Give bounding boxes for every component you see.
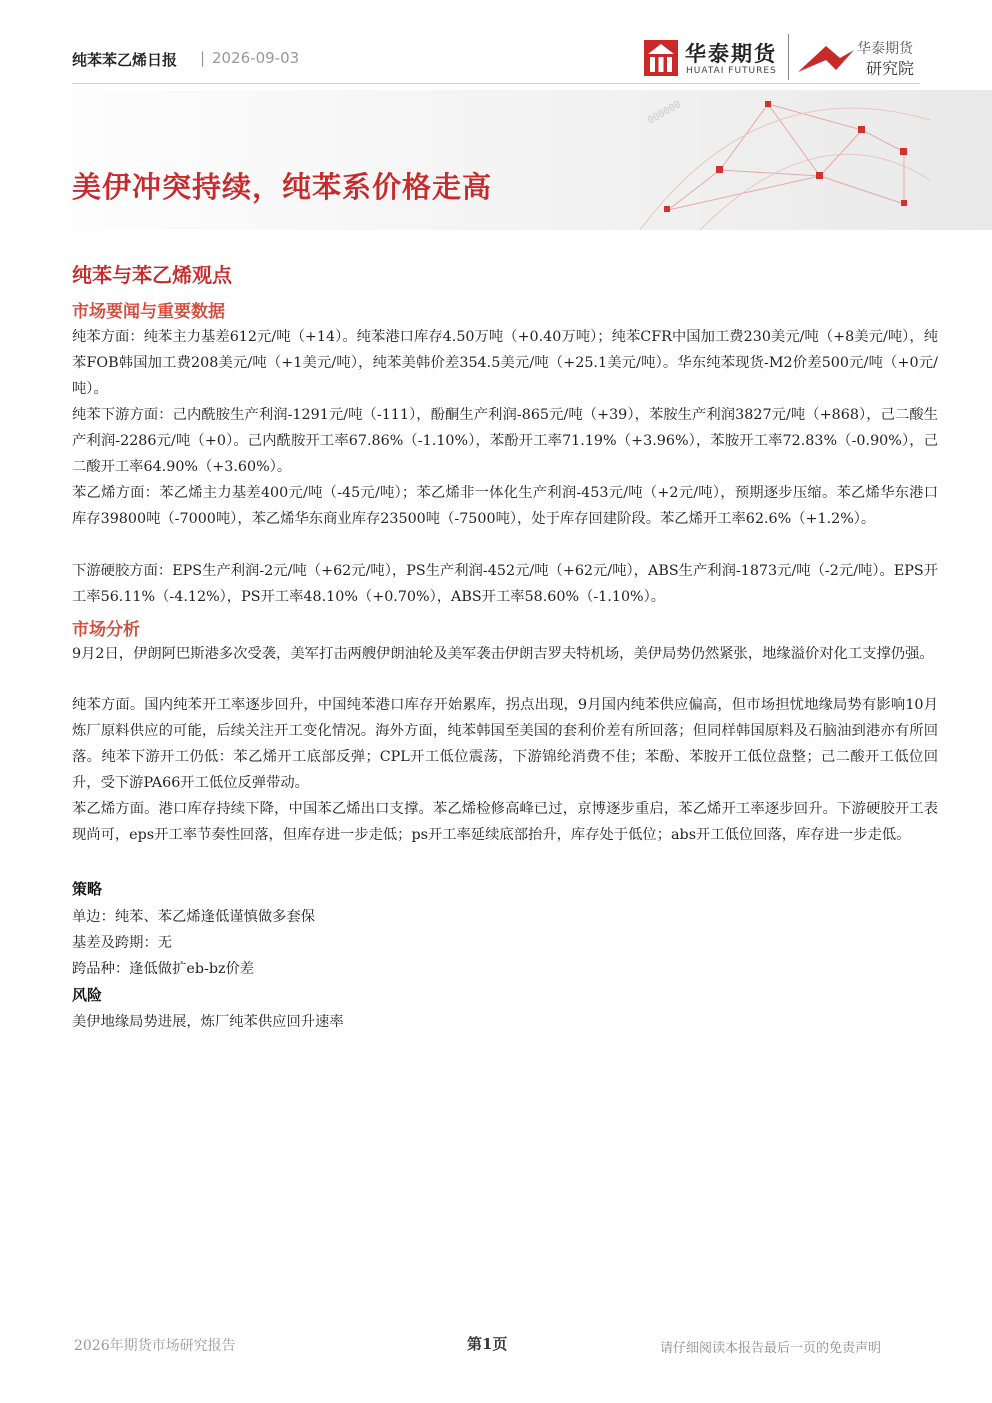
doc-date: 2026-09-03 (212, 49, 300, 67)
strategy-line: 单边：纯苯、苯乙烯逢低谨慎做多套保 (72, 909, 316, 925)
risk-title: 风险 (72, 986, 103, 1004)
report-title: 美伊冲突持续，纯苯系价格走高 (72, 170, 493, 204)
logo-text-cn: 华泰期货 (685, 42, 777, 66)
news-paragraph-styrene: 苯乙烯方面：苯乙烯主力基差400元/吨（-45元/吨）；苯乙烯非一体化生产利润-453元/吨（+2元/吨），预期逐步压缩。苯乙烯华东港口库存39800吨（-7000吨），苯乙烯华东商业库存23500吨（-7500吨），处于库存回建阶段。苯乙烯开工率62.6%（+1.2%）。 (72, 485, 938, 527)
footer-disclaimer-note: 请仔细阅读本报告最后一页的免责声明 (660, 1341, 882, 1356)
analysis-paragraph-styrene: 苯乙烯方面。港口库存持续下降，中国苯乙烯出口支撑。苯乙烯检修高峰已过，京博逐步重启，苯乙烯开工率逐步回升。下游硬胶开工表现尚可，eps开工率节奏性回落，但库存进一步走低；ps开工率延续底部抬升，库存处于低位；abs开工低位回落，库存进一步走低。 (72, 801, 938, 843)
strategy-title: 策略 (72, 880, 103, 898)
strategy-line: 基差及跨期：无 (72, 935, 173, 951)
section-title: 纯苯与苯乙烯观点 (72, 263, 232, 287)
logo-divider (788, 34, 789, 80)
banner-watermark: 000000 (646, 99, 683, 127)
institute-logo-icon (796, 40, 856, 76)
news-paragraph-downstream: 纯苯下游方面：己内酰胺生产利润-1291元/吨（-111），酚酮生产利润-865元/吨（+39），苯胺生产利润3827元/吨（+868），己二酸生产利润-2286元/吨（+0）。己内酰胺开工率67.86%（-1.10%），苯酚开工率71.19%（+3.96%），苯胺开工率72.83%（-0.90%），己二酸开工率64.90%（+3.60%）。 (72, 407, 938, 475)
news-paragraph-hard-plastics: 下游硬胶方面：EPS生产利润-2元/吨（+62元/吨），PS生产利润-452元/吨（+62元/吨），ABS生产利润-1873元/吨（-2元/吨）。EPS开工率56.11%（-4.12%），PS开工率48.10%（+0.70%），ABS开工率58.60%（-1.10%）。 (72, 563, 938, 605)
market-news-title: 市场要闻与重要数据 (72, 302, 225, 322)
title-banner (0, 90, 992, 230)
header-divider (72, 83, 920, 84)
page-header (72, 44, 922, 84)
institute-name: 华泰期货 (857, 41, 913, 57)
strategy-line: 跨品种：逢低做扩eb-bz价差 (72, 961, 255, 977)
logo-text-en: HUATAI FUTURES (686, 66, 777, 76)
institute-label: 研究院 (866, 59, 915, 78)
analysis-paragraph-geopolitics: 9月2日，伊朗阿巴斯港多次受袭，美军打击两艘伊朗油轮及美军袭击伊朗吉罗夫特机场，美伊局势仍然紧张，地缘溢价对化工支撑仍强。 (72, 646, 934, 662)
market-analysis-title: 市场分析 (72, 620, 140, 640)
analysis-paragraph-benzene: 纯苯方面。国内纯苯开工率逐步回升，中国纯苯港口库存开始累库，拐点出现，9月国内纯苯供应偏高，但市场担忧地缘局势有影响10月炼厂原料供应的可能，后续关注开工变化情况。海外方面，纯苯韩国至美国的套利价差有所回落；但同样韩国原料及石脑油到港亦有所回落。纯苯下游开工仍低：苯乙烯开工底部反弹；CPL开工低位震荡，下游锦纶消费不佳；苯酚、苯胺开工低位盘整；己二酸开工低位回升，受下游PA66开工低位反弹带动。 (72, 697, 938, 791)
huatai-logo-icon (644, 40, 678, 76)
doc-title: 纯苯苯乙烯日报 (72, 51, 178, 69)
risk-text: 美伊地缘局势进展，炼厂纯苯供应回升速率 (72, 1014, 344, 1030)
footer-report-name: 2026年期货市场研究报告 (74, 1338, 236, 1354)
page-number: 第1页 (467, 1335, 508, 1353)
header-separator: | (200, 49, 206, 67)
news-paragraph-benzene: 纯苯方面：纯苯主力基差612元/吨（+14）。纯苯港口库存4.50万吨（+0.40万吨）；纯苯CFR中国加工费230美元/吨（+8美元/吨），纯苯FOB韩国加工费208美元/吨（+1美元/吨），纯苯美韩价差354.5美元/吨（+25.1美元/吨）。华东纯苯现货-M2价差500元/吨（+0元/吨）。 (72, 329, 938, 397)
